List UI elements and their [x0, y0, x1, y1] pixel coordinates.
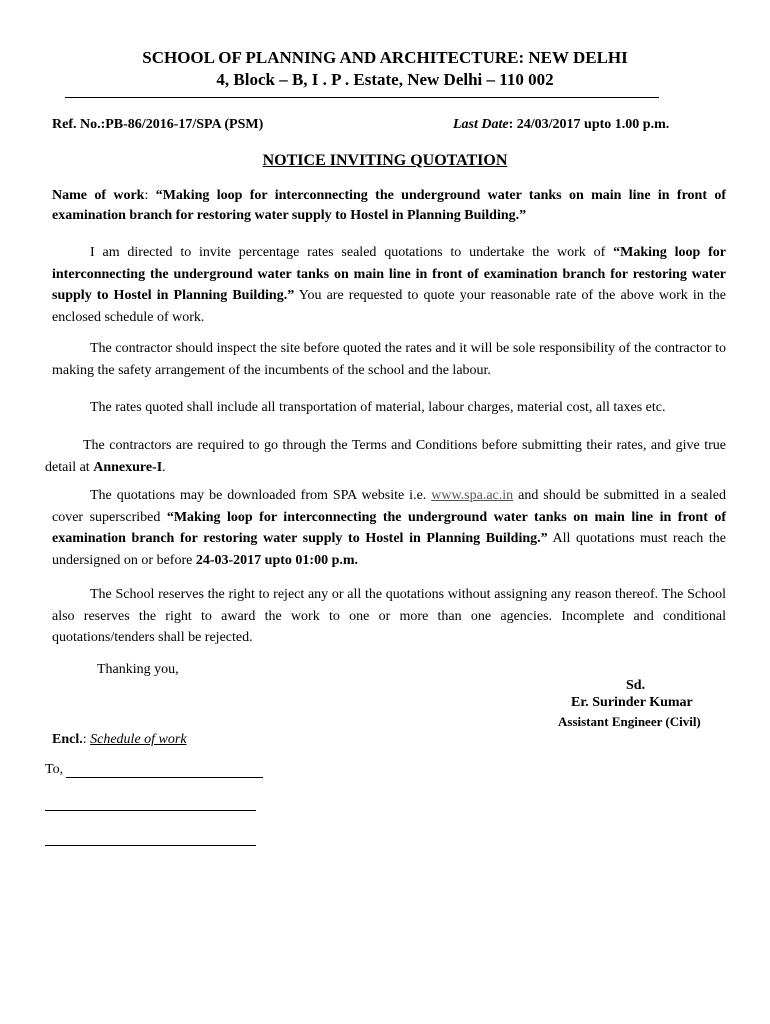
- notice-title: NOTICE INVITING QUOTATION: [262, 152, 508, 169]
- spa-website-link[interactable]: www.spa.ac.in: [431, 488, 514, 503]
- paragraph-invitation: I am directed to invite percentage rates sealed quotations to undertake the work of “Making loop for interconnecting the underground water tanks on main line in front of examination branch for restoring water supply to Hostel in Planning Building.” You are requested to quote your reasonable rate of the above work in the enclosed schedule of work.: [52, 245, 726, 325]
- paragraph-terms: The contractors are required to go through the Terms and Conditions before submitting their rates, and give true detail at Annexure-I.: [45, 438, 726, 475]
- paragraph-rates: The rates quoted shall include all transportation of material, labour charges, material cost, all taxes etc.: [90, 400, 666, 415]
- signature-sd: Sd.: [626, 678, 646, 693]
- enclosure: Encl.: Schedule of work: [52, 732, 187, 747]
- institution-name: SCHOOL OF PLANNING AND ARCHITECTURE: NEW DELHI: [142, 48, 628, 67]
- annexure-ref: Annexure-I: [93, 459, 163, 475]
- address-line-2: [45, 810, 256, 811]
- address-line-1: [66, 777, 263, 778]
- signatory-designation: Assistant Engineer (Civil): [558, 714, 701, 729]
- paragraph-site-inspection: The contractor should inspect the site before quoted the rates and it will be sole responsibility of the contractor to making the safety arrangement of the incumbents of the school and the labour.: [52, 341, 726, 378]
- work-title-2: “Making loop for interconnecting the underground water tanks on main line in front of examination branch for restoring water supply to Hostel in Planning Building.”: [52, 509, 727, 546]
- header-divider: [65, 97, 659, 98]
- last-date-value: : 24/03/2017 upto 1.00 p.m.: [508, 117, 670, 132]
- last-date-label: Last Date: [453, 117, 509, 132]
- enclosure-value: Schedule of work: [90, 732, 187, 747]
- closing: Thanking you,: [97, 662, 179, 677]
- last-date: [453, 117, 669, 133]
- name-of-work-label: Name of work: [52, 188, 145, 203]
- to-label: To,: [45, 762, 64, 777]
- reference-number: Ref. No.:PB-86/2016-17/SPA (PSM): [52, 117, 264, 132]
- signatory-name: Er. Surinder Kumar: [571, 695, 693, 710]
- submission-deadline: 24-03-2017 upto 01:00 p.m.: [195, 552, 359, 568]
- paragraph-download: The quotations may be downloaded from SPA website i.e. www.spa.ac.in and should be submitted in a sealed cover superscribed “Making loop for interconnecting the underground water tanks on main line in front of examination branch for restoring water supply to Hostel in Planning Building.” All quotations must reach the undersigned on or before 24-03-2017 upto 01:00 p.m.: [52, 488, 727, 568]
- work-title-1: “Making loop for interconnecting the underground water tanks on main line in front of examination branch for restoring water supply to Hostel in Planning Building.”: [52, 245, 726, 303]
- address-line-3: [45, 845, 256, 846]
- name-of-work: Name of work: “Making loop for interconnecting the underground water tanks on main line in front of examination branch for restoring water supply to Hostel in Planning Building.”: [52, 188, 727, 223]
- enclosure-label: Encl.: [52, 732, 83, 747]
- name-of-work-text: “Making loop for interconnecting the underground water tanks on main line in front of examination branch for restoring water supply to Hostel in Planning Building.”: [52, 188, 727, 223]
- paragraph-reserves: The School reserves the right to reject any or all the quotations without assigning any reason thereof. The School also reserves the right to award the work to one or more than one agencies. Incomplete and conditional quotations/tenders shall be rejected.: [52, 587, 726, 645]
- institution-address: 4, Block – B, I . P . Estate, New Delhi – 110 002: [216, 70, 554, 89]
